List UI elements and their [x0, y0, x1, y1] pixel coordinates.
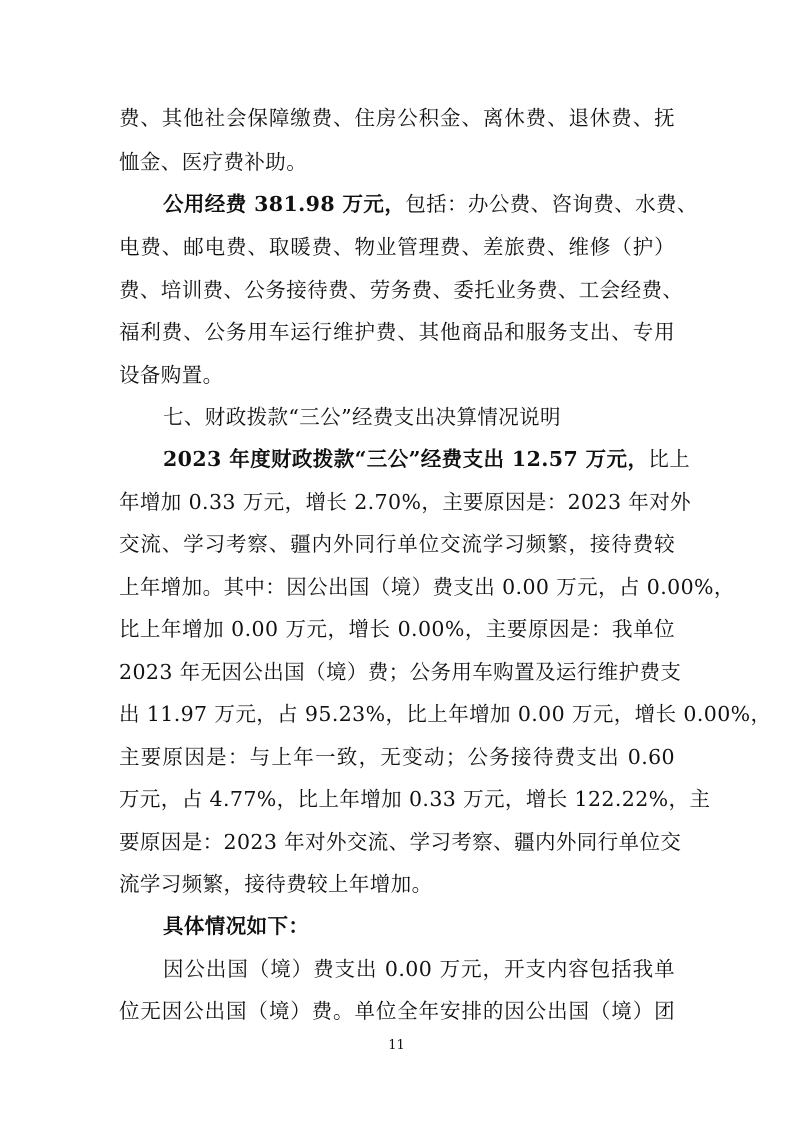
public-funds-paragraph-start [163, 189, 698, 219]
details-heading: 具体情况如下： [163, 914, 310, 938]
body-line-4: 电费、邮电费、取暖费、物业管理费、差旅费、维修（护） [119, 235, 675, 259]
public-funds-heading: 公用经费 381.98 万元， [163, 192, 406, 216]
body-line-10: 年增加 0.33 万元，增长 2.70%，主要原因是：2023 年对外 [119, 490, 692, 514]
body-line-5: 费、培训费、公务接待费、劳务费、委托业务费、工会经费、 [119, 278, 684, 302]
body-line-11: 交流、学习考察、疆内外同行单位交流学习频繁，接待费较 [119, 532, 675, 556]
body-line-15: 出 11.97 万元，占 95.23%，比上年增加 0.00 万元，增长 0.00%， [119, 702, 772, 726]
page-number: 11 [388, 1038, 405, 1053]
body-line-21: 因公出国（境）费支出 0.00 万元，开支内容包括我单 [163, 957, 675, 981]
body-line-17: 万元，占 4.77%，比上年增加 0.33 万元，增长 122.22%，主 [119, 787, 711, 811]
body-line-6: 福利费、公务用车运行维护费、其他商品和服务支出、专用 [119, 320, 675, 344]
body-line-22: 位无因公出国（境）费。单位全年安排的因公出国（境）团 [119, 999, 675, 1023]
three-public-funds-paragraph-start [163, 444, 691, 474]
body-line-7: 设备购置。 [119, 363, 224, 387]
body-line-16: 主要原因是：与上年一致，无变动；公务接待费支出 0.60 [119, 745, 675, 769]
body-line-14: 2023 年无因公出国（境）费；公务用车购置及运行维护费支 [119, 660, 682, 684]
three-public-funds-summary: 2023 年度财政拨款“三公”经费支出 12.57 万元， [163, 447, 649, 471]
body-line-1: 费、其他社会保障缴费、住房公积金、离休费、退休费、抚 [119, 106, 675, 130]
body-line-19: 流学习频繁，接待费较上年增加。 [119, 872, 433, 896]
public-funds-text: 包括：办公费、咨询费、水费、 [405, 192, 698, 216]
section-heading-seven: 七、财政拨款“三公”经费支出决算情况说明 [163, 405, 561, 429]
three-public-funds-summary-tail: 比上 [648, 447, 691, 471]
body-line-12: 上年增加。其中：因公出国（境）费支出 0.00 万元，占 0.00%， [119, 575, 735, 599]
body-line-13: 比上年增加 0.00 万元，增长 0.00%，主要原因是：我单位 [119, 617, 675, 641]
body-line-18: 要原因是：2023 年对外交流、学习考察、疆内外同行单位交 [119, 830, 682, 854]
body-line-2: 恤金、医疗费补助。 [119, 150, 308, 174]
